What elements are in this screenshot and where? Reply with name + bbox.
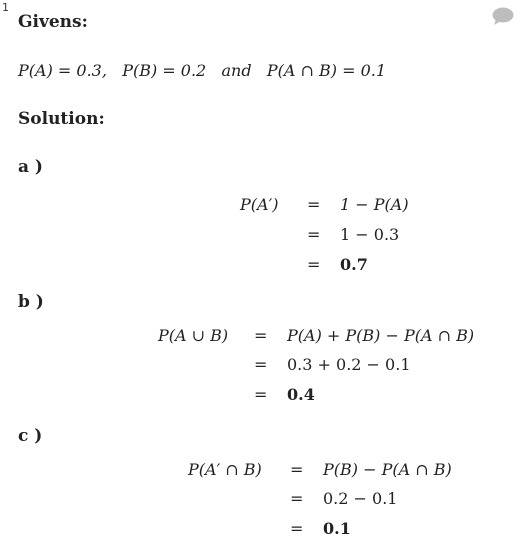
part-a-eq-3: =: [307, 255, 321, 274]
part-b-eq-2: =: [254, 355, 268, 374]
part-a-eq-1: =: [307, 195, 321, 214]
part-a-eq-2: =: [307, 225, 321, 244]
part-c-result: 0.1: [323, 519, 351, 538]
given-pb: P(B) = 0.2: [122, 61, 207, 80]
part-c-eq-1: =: [290, 460, 304, 479]
part-a-result: 0.7: [340, 255, 368, 274]
part-c-row-1: P(B) − P(A ∩ B): [323, 460, 452, 479]
part-b-eq-1: =: [254, 326, 268, 345]
given-pa: P(A) = 0.3,: [18, 61, 107, 80]
part-c-row-2: 0.2 − 0.1: [323, 489, 398, 508]
part-c-eq-2: =: [290, 489, 304, 508]
solution-heading: Solution:: [18, 109, 105, 129]
part-b-label: b ): [18, 292, 44, 312]
given-and: and: [221, 61, 252, 80]
givens-heading: Givens:: [18, 12, 88, 32]
part-b-eq-3: =: [254, 385, 268, 404]
part-b-lhs: P(A ∪ B): [158, 326, 229, 345]
comment-bubble-icon[interactable]: [492, 7, 514, 25]
part-c-eq-3: =: [290, 519, 304, 538]
givens-line: [18, 61, 386, 80]
page-number: 1: [2, 1, 9, 14]
part-c-lhs: P(A′ ∩ B): [188, 460, 262, 479]
part-b-result: 0.4: [287, 385, 315, 404]
part-a-label: a ): [18, 157, 43, 177]
part-a-row-2: 1 − 0.3: [340, 225, 400, 244]
part-a-row-1: 1 − P(A): [340, 195, 409, 214]
part-b-row-1: P(A) + P(B) − P(A ∩ B): [287, 326, 475, 345]
part-a-lhs: P(A′): [240, 195, 279, 214]
part-b-row-2: 0.3 + 0.2 − 0.1: [287, 355, 411, 374]
given-pab: P(A ∩ B) = 0.1: [266, 61, 387, 80]
part-c-label: c ): [18, 426, 43, 446]
